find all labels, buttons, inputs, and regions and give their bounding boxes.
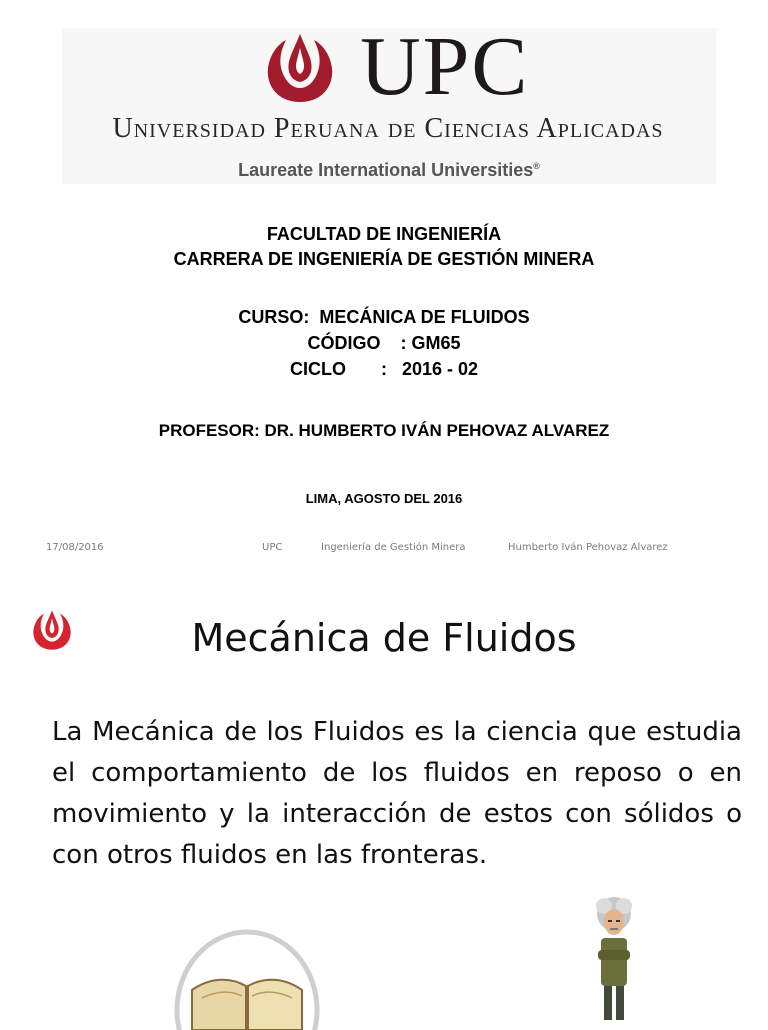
- cycle-line: CICLO : 2016 - 02: [289, 359, 479, 379]
- scientist-figure-icon: [584, 892, 644, 1024]
- faculty-heading: FACULTAD DE INGENIERÍA: [266, 224, 502, 244]
- code-line: CÓDIGO : GM65: [307, 333, 461, 353]
- career-heading: CARRERA DE INGENIERÍA DE GESTIÓN MINERA: [173, 249, 595, 269]
- registered-mark: ®: [533, 161, 540, 171]
- footer-date: 17/08/2016: [46, 542, 104, 553]
- slide-title: Mecánica de Fluidos: [191, 616, 577, 660]
- university-name: Universidad Peruana de Ciencias Aplicadas: [112, 113, 664, 144]
- place-date-line: LIMA, AGOSTO DEL 2016: [305, 491, 463, 506]
- professor-line: PROFESOR: DR. HUMBERTO IVÁN PEHOVAZ ALVAREZ: [158, 421, 610, 440]
- definition-paragraph: La Mecánica de los Fluidos es la ciencia que estudia el comportamiento de los fluidos en reposo o en movimiento y la interacción de estos con sólidos o con otros fluidos en las fronteras.: [52, 717, 742, 870]
- upc-flame-logo-icon: [262, 30, 338, 106]
- open-book-icon: [172, 920, 322, 1030]
- upc-logo-word: UPC: [360, 20, 530, 113]
- footer-program: Ingeniería de Gestión Minera: [321, 542, 466, 553]
- footer-author: Humberto Iván Pehovaz Alvarez: [508, 542, 668, 553]
- footer-org: UPC: [262, 542, 283, 553]
- laureate-network: [62, 154, 716, 182]
- laureate-network-text: Laureate International Universities: [238, 160, 534, 180]
- slide-2: [0, 580, 768, 1024]
- course-line: CURSO: MECÁNICA DE FLUIDOS: [238, 307, 530, 327]
